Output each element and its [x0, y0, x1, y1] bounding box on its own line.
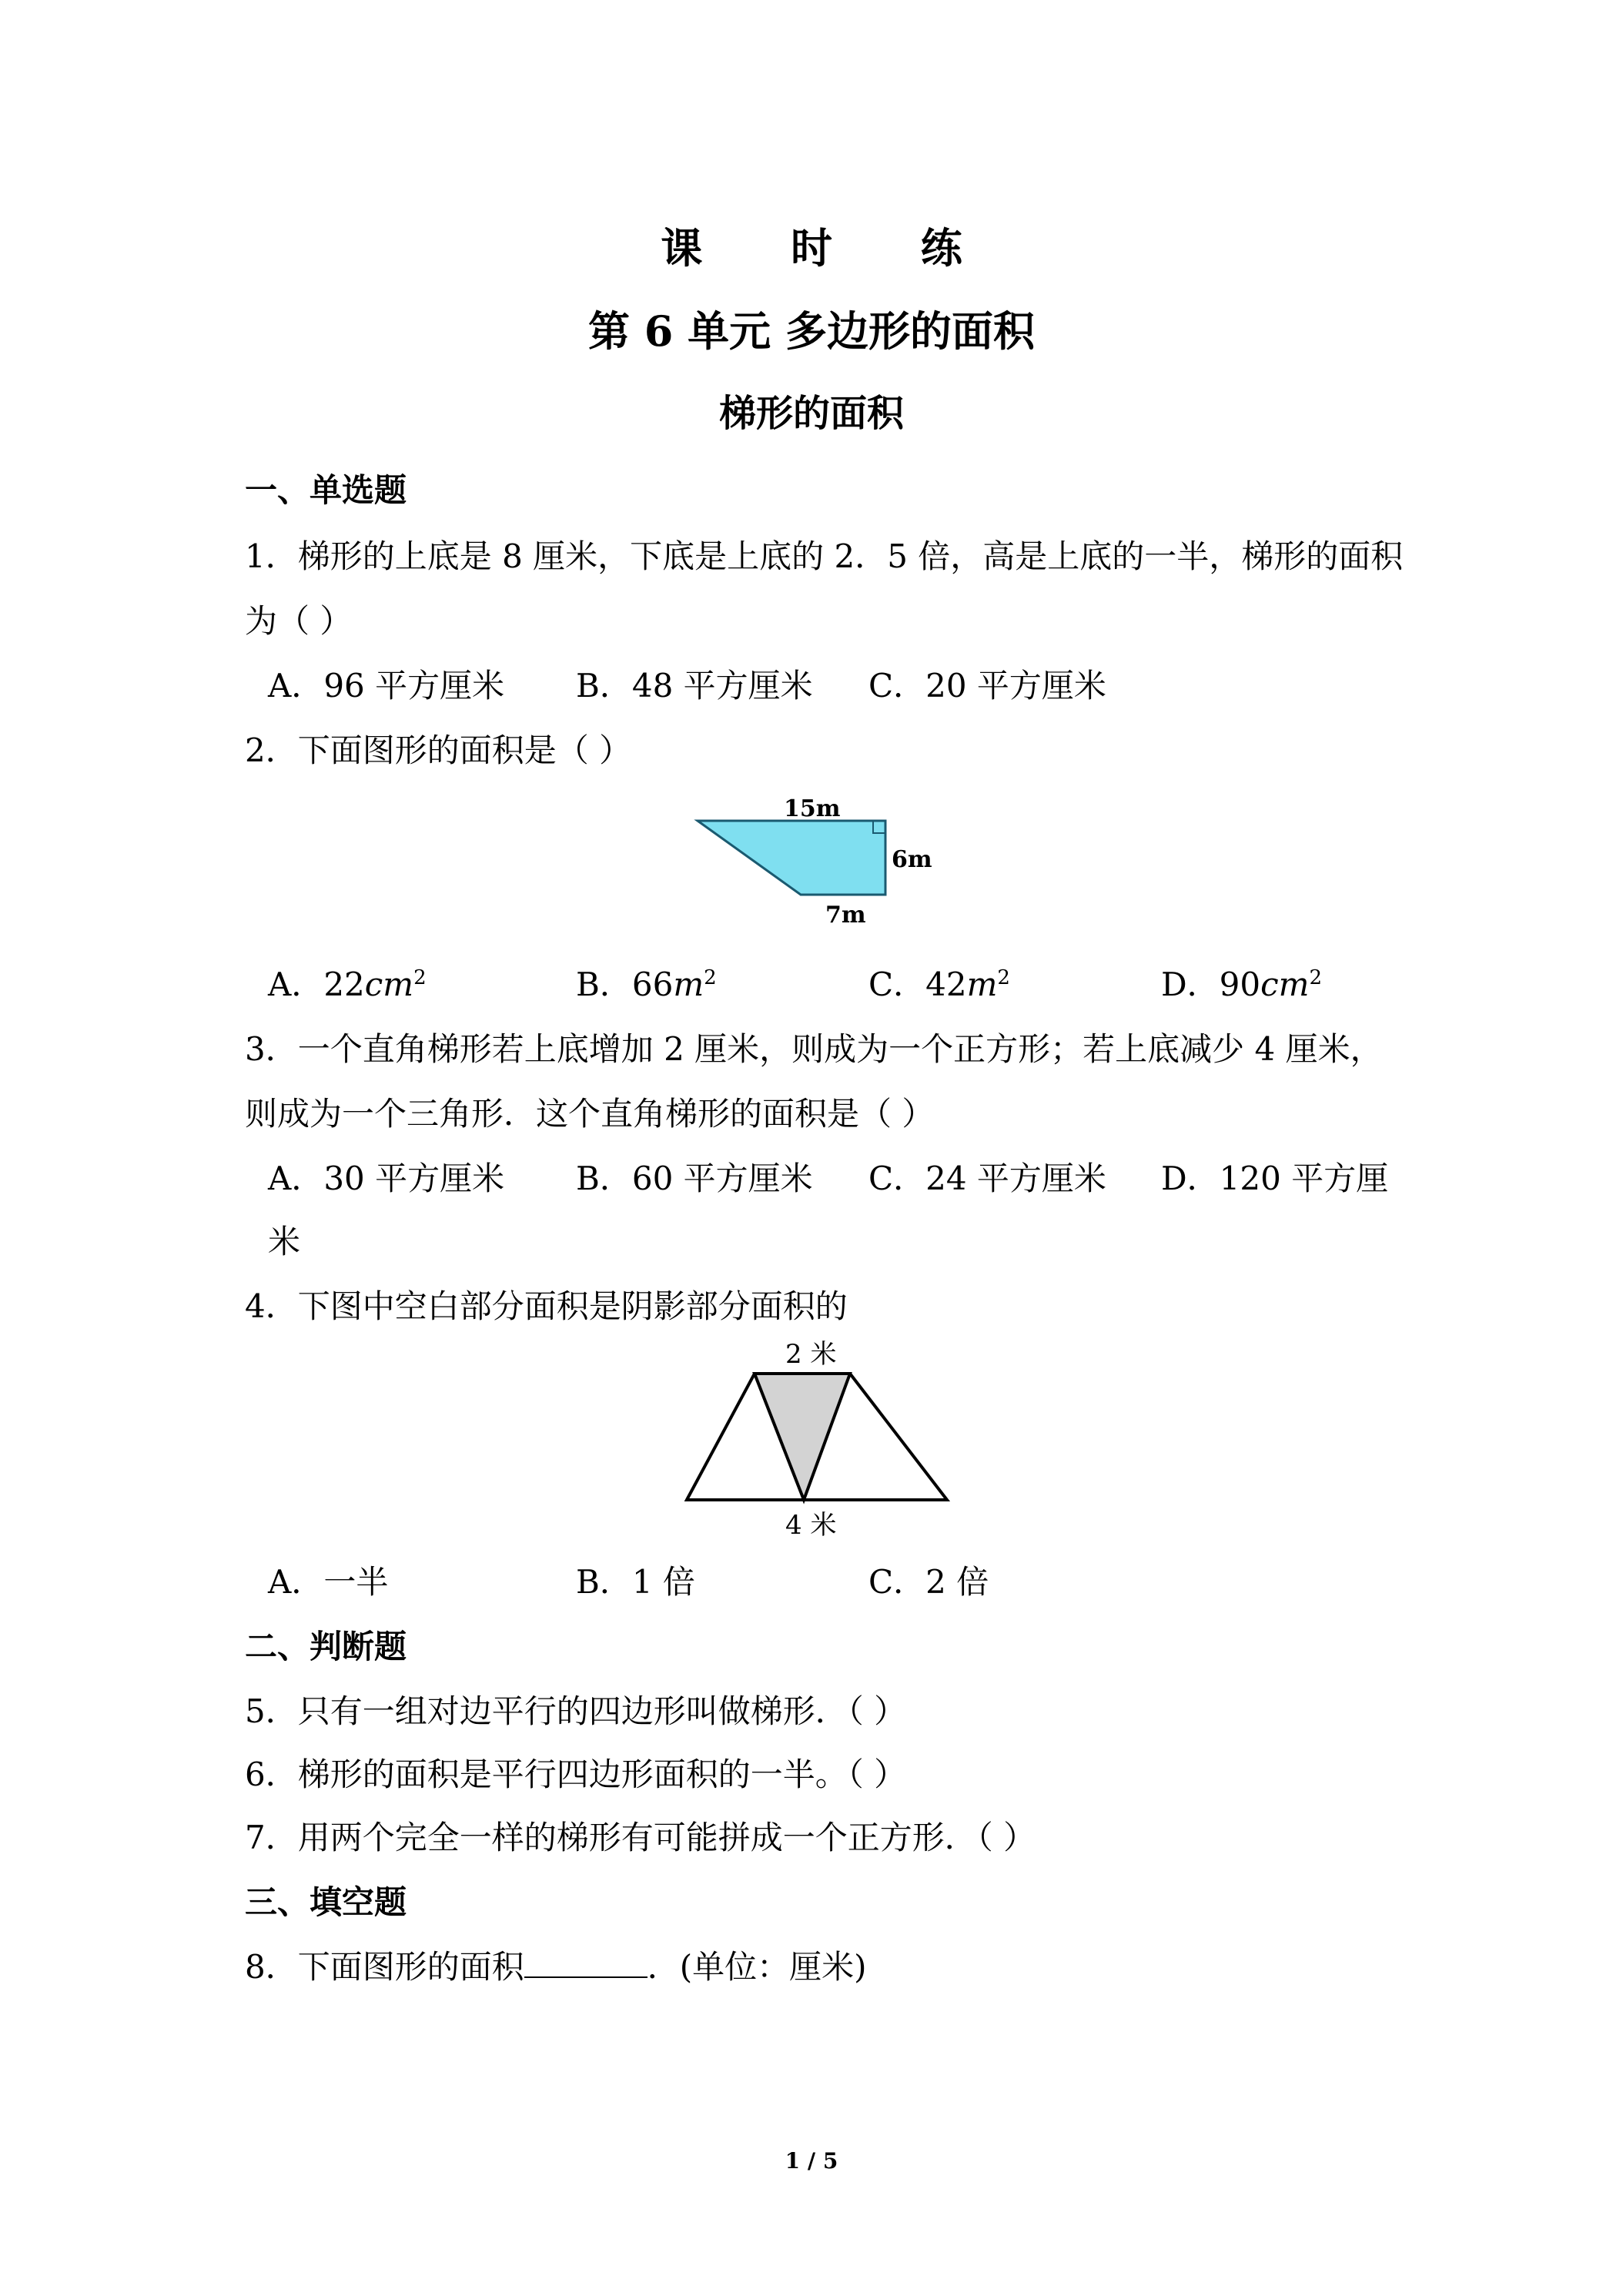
- question-4-option-c[interactable]: C．2 倍: [868, 1563, 989, 1601]
- figure-top-label: 2 米: [785, 1339, 837, 1370]
- trapezoid-shape: [698, 821, 885, 895]
- question-1-option-b[interactable]: B．48 平方厘米: [576, 667, 813, 705]
- question-3-option-d[interactable]: D．120 平方厘: [1161, 1160, 1389, 1197]
- question-4-option-a[interactable]: A．一半: [268, 1563, 389, 1601]
- section-heading-fill-blank: 三、填空题: [245, 1883, 407, 1921]
- question-1-option-c[interactable]: C．20 平方厘米: [868, 667, 1106, 705]
- section-heading-true-false: 二、判断题: [245, 1628, 407, 1665]
- unit-title: 第 6 单元 多边形的面积: [588, 306, 1035, 356]
- answer-blank[interactable]: [524, 1950, 648, 1978]
- question-3-line-2: 则成为一个三角形．这个直角梯形的面积是（ ）: [245, 1095, 935, 1133]
- question-2-text: 2．下面图形的面积是（ ）: [245, 731, 632, 769]
- question-1-line-2: 为（ ）: [245, 602, 353, 640]
- trapezoid-top-label: 15m: [784, 795, 841, 822]
- question-2-option-a[interactable]: A．$22cm^2$: [268, 966, 427, 1003]
- figure-bottom-label: 4 米: [785, 1510, 837, 1541]
- trapezoid-figure: [693, 785, 947, 939]
- shaded-trapezoid-figure: [678, 1332, 955, 1548]
- page-title: 课 时 练: [661, 223, 999, 273]
- question-1-line-1: 1．梯形的上底是 8 厘米，下底是上底的 2．5 倍，高是上底的一半，梯形的面积: [245, 537, 1404, 575]
- question-4-text: 4．下图中空白部分面积是阴影部分面积的: [245, 1287, 848, 1325]
- question-6-text: 6．梯形的面积是平行四边形面积的一半。（ ）: [245, 1755, 907, 1793]
- question-1-option-a[interactable]: A．96 平方厘米: [268, 667, 505, 705]
- trapezoid-height-label: 6m: [892, 846, 932, 873]
- question-2-option-b[interactable]: B．$66m^2$: [576, 966, 717, 1003]
- question-7-text: 7．用两个完全一样的梯形有可能拼成一个正方形．（ ）: [245, 1819, 1036, 1856]
- question-3-line-1: 3．一个直角梯形若上底增加 2 厘米，则成为一个正方形；若上底减少 4 厘米，: [245, 1030, 1383, 1068]
- question-8-text: 8．下面图形的面积 ．(单位：厘米): [245, 1948, 867, 1986]
- question-3-option-c[interactable]: C．24 平方厘米: [868, 1160, 1106, 1197]
- question-2-option-d[interactable]: D．$90cm^2$: [1161, 966, 1323, 1003]
- lesson-title: 梯形的面积: [718, 392, 904, 435]
- question-2-option-c[interactable]: C．$42m^2$: [868, 966, 1010, 1003]
- question-3-option-b[interactable]: B．60 平方厘米: [576, 1160, 813, 1197]
- question-3-option-d-wrap: 米: [268, 1223, 301, 1260]
- question-4-option-b[interactable]: B．1 倍: [576, 1563, 695, 1601]
- page-number: 1 / 5: [785, 2148, 838, 2174]
- question-5-text: 5．只有一组对边平行的四边形叫做梯形．（ ）: [245, 1692, 907, 1730]
- section-heading-single-choice: 一、单选题: [245, 471, 407, 509]
- trapezoid-bottom-label: 7m: [825, 902, 866, 929]
- question-3-option-a[interactable]: A．30 平方厘米: [268, 1160, 505, 1197]
